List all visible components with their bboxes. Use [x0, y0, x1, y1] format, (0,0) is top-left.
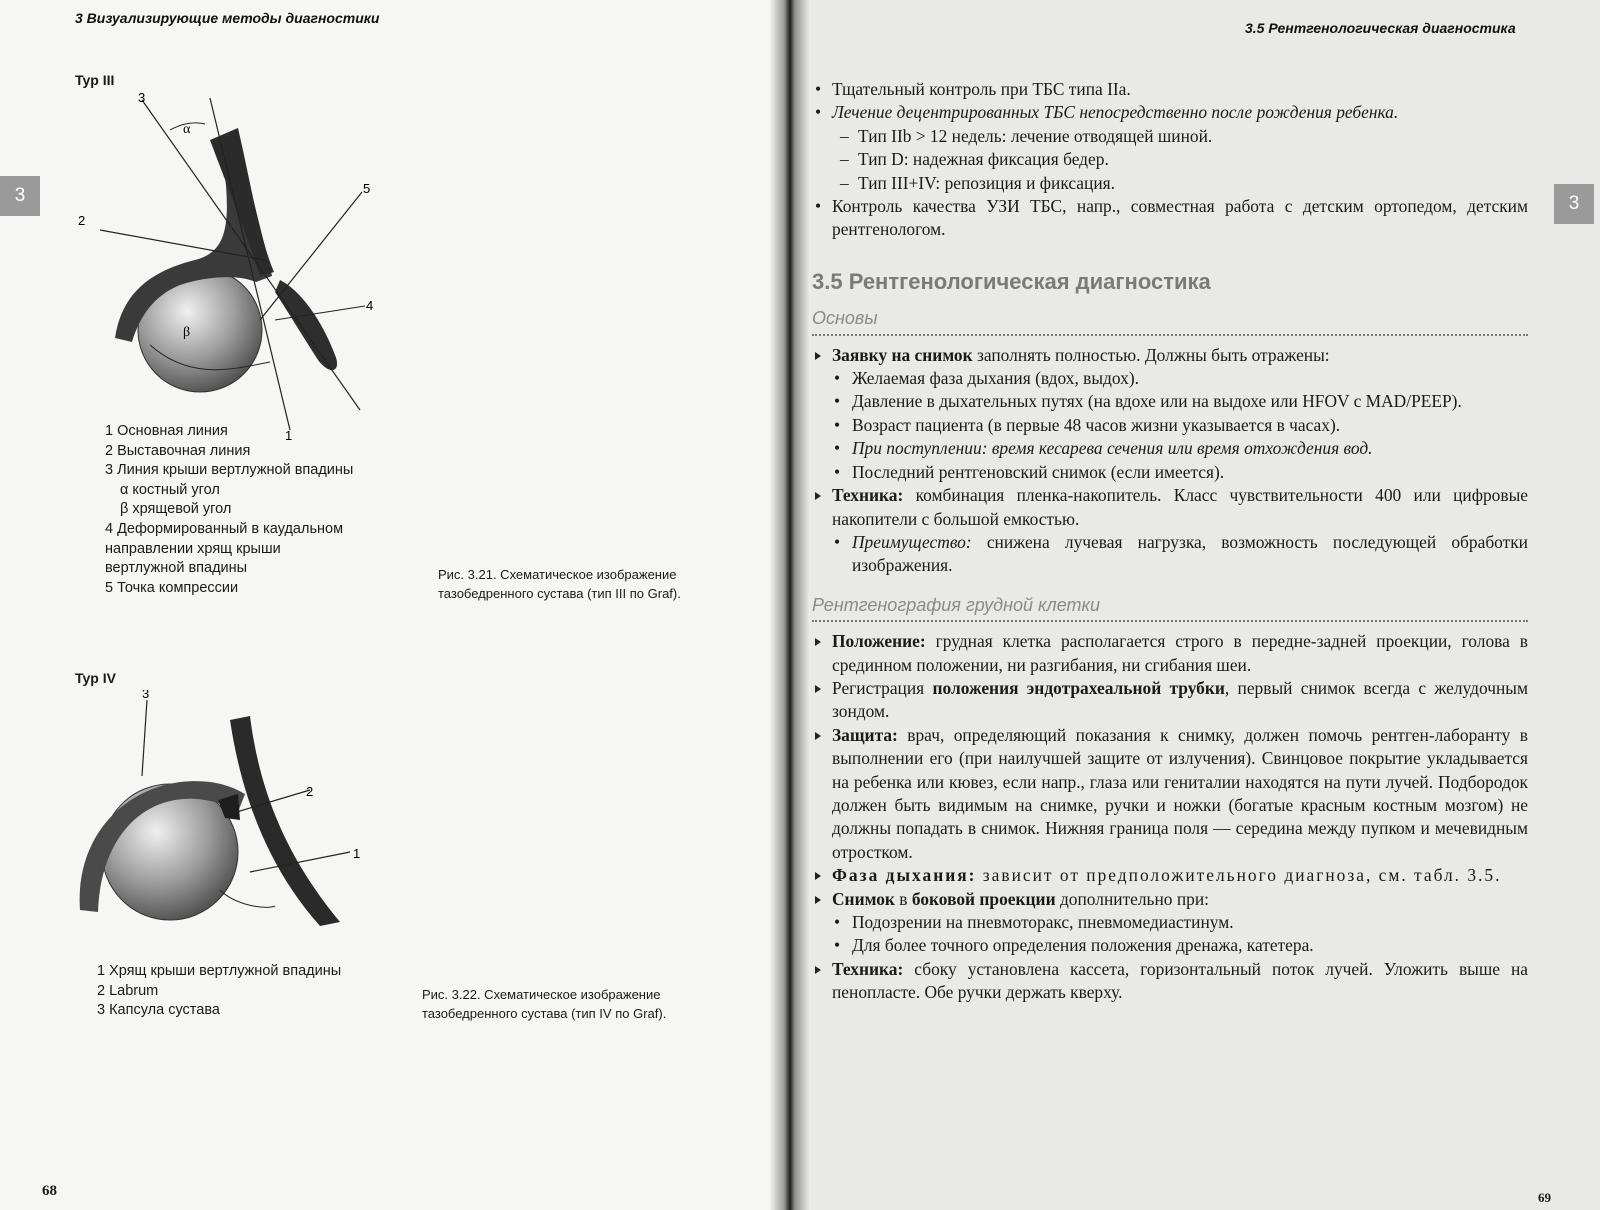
- label-1: 1: [285, 428, 293, 440]
- arrow-item: [812, 958, 1528, 1005]
- label-beta: β: [183, 325, 191, 340]
- list-item: • Возраст пациента (в первые 48 часов жизни указывается в часах).: [812, 414, 1528, 437]
- legend-item: 4 Деформированный в каудальном: [105, 520, 344, 537]
- list-item: • Подозрении на пневмоторакс, пневмомедиастинум.: [812, 911, 1528, 934]
- bold-text: Положение:: [832, 631, 926, 652]
- arrow-item: [812, 677, 1528, 724]
- line-3: [142, 700, 147, 776]
- figure1-type-label: Typ III: [75, 72, 115, 88]
- arrow-item: [812, 630, 1528, 677]
- figure2-caption: Рис. 3.22. Схематическое изображение тазобедренного сустава (тип IV по Graf).: [422, 987, 667, 1021]
- label-2: 2: [78, 213, 86, 228]
- label-3: 3: [142, 690, 150, 701]
- legend-item: 3 Капсула сустава: [97, 1002, 220, 1019]
- label-4: 4: [366, 298, 374, 313]
- legend-item: вертлужной впадины: [105, 560, 248, 577]
- arrow-item: [812, 864, 1528, 887]
- subheading-chest: Рентгенография грудной клетки: [812, 594, 1528, 622]
- legend-item: 1 Хрящ крыши вертлужной впадины: [97, 963, 342, 979]
- list-subitem: – Тип IIb > 12 недель: лечение отводящей шиной.: [812, 125, 1528, 148]
- text: дополнительно при:: [1055, 888, 1209, 909]
- label-2: 2: [306, 784, 314, 799]
- legend-item: 5 Точка компрессии: [105, 579, 239, 596]
- running-head-left: 3 Визуализирующие методы диагностики: [75, 10, 380, 26]
- legend-item: β хрящевой угол: [120, 501, 232, 518]
- left-page: [0, 0, 790, 1210]
- arrow-item: [812, 724, 1528, 864]
- bold-text: Заявку на снимок: [832, 344, 973, 365]
- legend-item: 2 Выставочная линия: [105, 442, 251, 459]
- hip-diagram-type3: [60, 80, 400, 440]
- compression-line: [260, 192, 362, 320]
- text: , первый снимок всегда с желудочным зондом.: [832, 677, 1528, 722]
- italic-text: Лечение децентрированных ТБС непосредственно после рождения ребенка.: [832, 102, 1399, 123]
- legend-item: α костный угол: [120, 481, 220, 498]
- section-heading: 3.5 Рентгенологическая диагностика: [812, 268, 1211, 294]
- legend-item: 2 Labrum: [97, 982, 159, 999]
- hip-diagram-type4: [70, 690, 390, 950]
- text: комбинация пленка-накопитель. Класс чувствительности 400 или цифровые накопители с большой емкостью.: [832, 485, 1528, 529]
- text: Регистрация: [832, 677, 933, 698]
- label-alpha: α: [183, 122, 191, 137]
- italic-text: При поступлении: время кесарева сечения или время отхождения вод.: [852, 438, 1373, 459]
- legend-item: направлении хрящ крыши: [105, 540, 281, 557]
- femoral-head: [102, 784, 238, 920]
- running-head-right: 3.5 Рентгенологическая диагностика: [1245, 20, 1516, 36]
- text: снижена лучевая нагрузка, возможность последующей обработки изображения.: [852, 531, 1528, 576]
- capsule-line: [220, 890, 275, 907]
- deformed-cartilage: [275, 280, 337, 370]
- arrow-item: [812, 888, 1528, 911]
- page-number-right: 69: [1538, 1190, 1551, 1205]
- bold-text: Техника:: [832, 485, 904, 506]
- label-3: 3: [138, 90, 146, 105]
- chapter-tab-left: 3: [0, 176, 40, 216]
- ilium: [230, 716, 340, 926]
- figure2-type-label: Typ IV: [75, 670, 116, 686]
- bold-text: Техника:: [832, 958, 904, 979]
- bold-text: положения эндотрахеальной трубки: [932, 677, 1225, 698]
- legend-item: 3 Линия крыши вертлужной впадины: [105, 462, 354, 479]
- text: сбоку установлена кассета, горизонтальный поток лучей. Уложить выше на пенопласте. Обе ручки держать кверху.: [832, 958, 1528, 1003]
- figure1-legend: [105, 422, 353, 598]
- main-text: [812, 78, 1528, 1005]
- bold-text: Снимок: [832, 888, 895, 909]
- bold-text: Защита:: [832, 724, 898, 745]
- list-item: • Контроль качества УЗИ ТБС, напр., совместная работа с детским ортопедом, детским рентгенологом.: [812, 195, 1528, 242]
- list-item: [812, 437, 1528, 460]
- legend-item: 1 Основная линия: [105, 423, 228, 439]
- list-item: • Тщательный контроль при ТБС типа IIa.: [812, 78, 1528, 101]
- bold-text: боковой проекции: [911, 888, 1056, 909]
- list-subitem: – Тип D: надежная фиксация бедер.: [812, 148, 1528, 171]
- text: заполнять полностью. Должны быть отражены:: [972, 344, 1330, 365]
- bold-text: Фаза дыхания:: [832, 865, 977, 886]
- list-item: [812, 531, 1528, 578]
- list-item: [812, 101, 1528, 124]
- list-subitem: – Тип III+IV: репозиция и фиксация.: [812, 172, 1528, 195]
- text: в: [894, 888, 912, 909]
- list-item: • Последний рентгеновский снимок (если имеется).: [812, 461, 1528, 484]
- text: врач, определяющий показания к снимку, должен помочь рентген-лаборанту в выполнении его (при наилучшей защите от излучения). Свинцовое покрытие укладывается на ребенка или кювез, если напр., глаза или гениталии находятся на пути лучей. Подбородок должен быть видимым на снимке, ручки и ножки (богатые красным костным мозгом) не должны попадать в снимок. Нижняя граница поля — середина между пупком и мечевидным отростком.: [832, 724, 1528, 862]
- arrow-item: [812, 344, 1528, 367]
- figure2-legend: [97, 962, 341, 1021]
- label-5: 5: [363, 181, 371, 196]
- italic-text: Преимущество:: [852, 531, 972, 552]
- list-item: • Для более точного определения положения дренажа, катетера.: [812, 934, 1528, 957]
- text: зависит от предположительного диагноза, см. табл. 3.5.: [976, 865, 1502, 886]
- text: грудная клетка располагается строго в передне-задней проекции, голова в срединном положении, ни разгибания, ни сгибания шеи.: [832, 631, 1528, 675]
- label-1: 1: [353, 846, 361, 861]
- page-number-left: 68: [42, 1183, 57, 1199]
- figure1-caption: Рис. 3.21. Схематическое изображение тазобедренного сустава (тип III по Graf).: [438, 567, 681, 601]
- arrow-item: [812, 484, 1528, 531]
- list-item: • Давление в дыхательных путях (на вдохе или на выдохе или HFOV с MAD/PEEP).: [812, 390, 1528, 413]
- subheading-osnovy: Основы: [812, 307, 1528, 335]
- chapter-tab-right: 3: [1554, 184, 1594, 224]
- list-item: • Желаемая фаза дыхания (вдох, выдох).: [812, 367, 1528, 390]
